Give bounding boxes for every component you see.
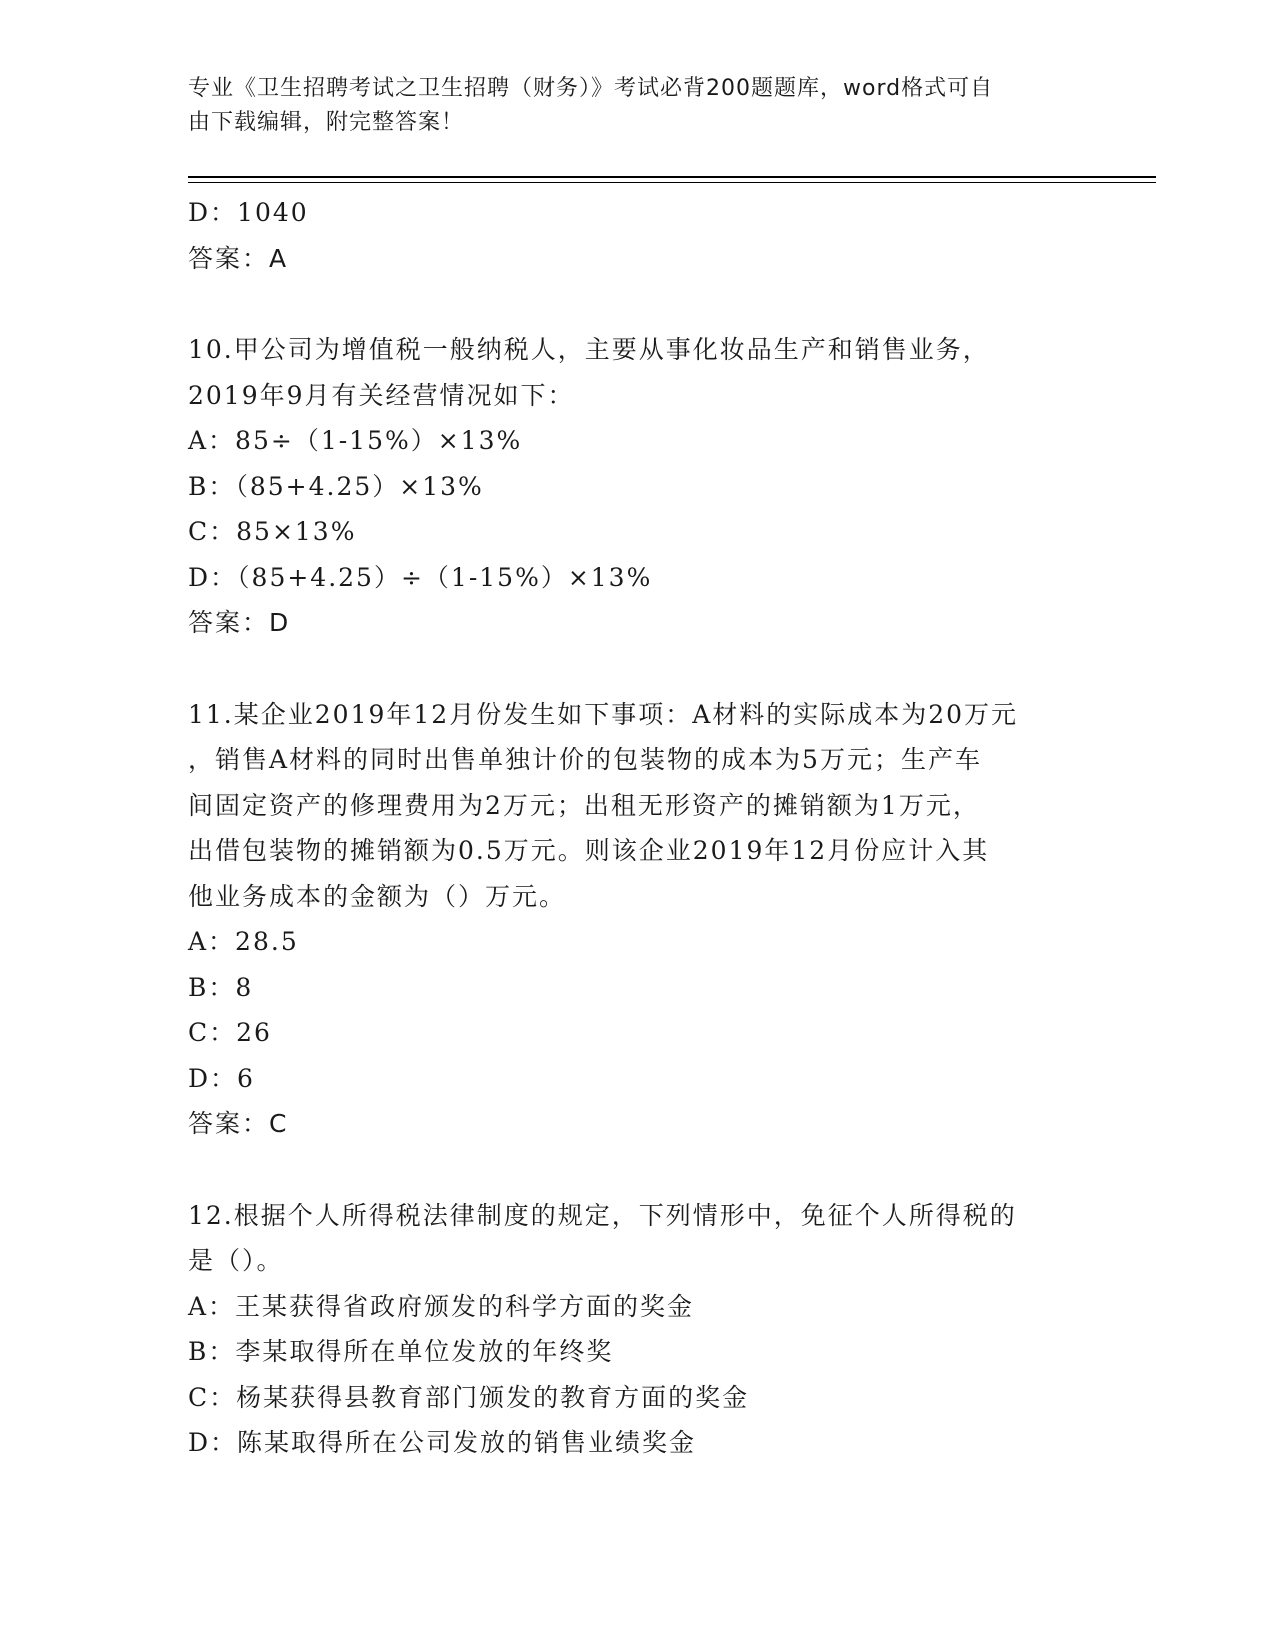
answer: 答案：C	[188, 1109, 289, 1138]
question-stem: 11.某企业2019年12月份发生如下事项：A材料的实际成本为20万元	[188, 699, 1019, 729]
option-d: D：1040	[188, 198, 309, 227]
question-10	[188, 327, 1088, 646]
option-b: B：李某取得所在单位发放的年终奖	[188, 1337, 614, 1366]
question-12	[188, 1193, 1088, 1466]
option-c: C：26	[188, 1018, 272, 1047]
question-content	[188, 190, 1088, 1466]
question-stem: 他业务成本的金额为（）万元。	[188, 881, 567, 911]
option-a: A：85÷（1-15%）×13%	[188, 426, 523, 455]
spacer	[188, 281, 1088, 327]
question-9-tail	[188, 190, 1088, 281]
header-line-1: 专业《卫生招聘考试之卫生招聘（财务）》考试必背200题题库，word格式可自	[188, 76, 994, 101]
option-c: C：85×13%	[188, 517, 357, 546]
answer: 答案：D	[188, 608, 291, 637]
option-b: B：8	[188, 972, 254, 1002]
question-stem: ，销售A材料的同时出售单独计价的包装物的成本为5万元；生产车	[188, 745, 982, 774]
header-rule-thick	[188, 176, 1156, 178]
page-header	[188, 72, 1068, 140]
spacer	[188, 646, 1088, 692]
question-stem: 是（）。	[188, 1246, 284, 1275]
spacer	[188, 1147, 1088, 1193]
option-c: C：杨某获得县教育部门颁发的教育方面的奖金	[188, 1382, 750, 1412]
question-11	[188, 692, 1088, 1147]
option-a: A：28.5	[188, 927, 299, 956]
question-stem: 出借包装物的摊销额为0.5万元。则该企业2019年12月份应计入其	[188, 836, 990, 865]
question-stem: 2019年9月有关经营情况如下：	[188, 380, 575, 410]
option-d: D：6	[188, 1063, 255, 1093]
question-stem: 间固定资产的修理费用为2万元；出租无形资产的摊销额为1万元，	[188, 790, 980, 820]
option-d: D：（85+4.25）÷（1-15%）×13%	[188, 562, 653, 592]
option-d: D：陈某取得所在公司发放的销售业绩奖金	[188, 1428, 697, 1457]
header-rule-thin	[188, 182, 1156, 183]
header-line-2: 由下载编辑，附完整答案！	[188, 110, 465, 135]
question-stem: 10.甲公司为增值税一般纳税人，主要从事化妆品生产和销售业务，	[188, 335, 990, 364]
option-a: A：王某获得省政府颁发的科学方面的奖金	[188, 1291, 695, 1321]
question-stem: 12.根据个人所得税法律制度的规定，下列情形中，免征个人所得税的	[188, 1200, 1017, 1230]
option-b: B：（85+4.25）×13%	[188, 471, 484, 501]
answer: 答案：A	[188, 243, 289, 273]
